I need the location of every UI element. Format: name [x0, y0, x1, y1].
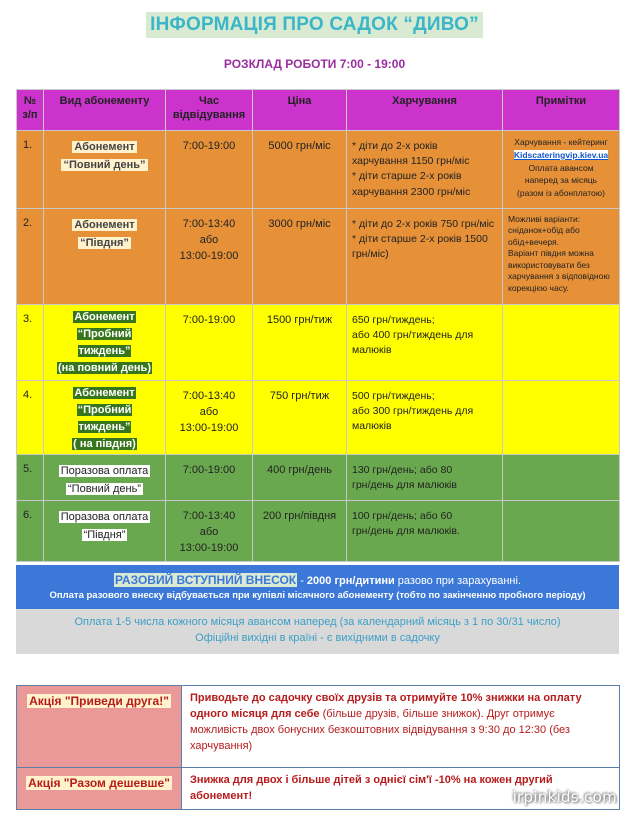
row-number: 1. — [17, 131, 44, 209]
promo-text: Приводьте до садочку своїх друзів та отримуйте 10% знижки на оплату одного місяця для себе (більше друзів, більше знижок). Друг отримує можливість двох бонусних безкоштовних відвідування з 9:30 до 12:30 (без харчування) — [182, 686, 620, 768]
subscription-name: Абонемент “Півдня” — [44, 209, 166, 305]
entry-fee-amount: 2000 грн/дитини — [306, 575, 395, 587]
catering-link[interactable]: Kidscateringvip.kiev.ua — [513, 149, 609, 160]
subscription-name: Поразова оплата “Півдня” — [44, 501, 166, 562]
visit-time: 7:00-19:00 — [166, 305, 253, 381]
col-header-price: Ціна — [253, 90, 347, 131]
food-info: 100 грн/день; або 60 грн/день для малюків. — [347, 501, 503, 562]
page-title: ІНФОРМАЦІЯ ПРО САДОК “ДИВО” — [146, 12, 483, 38]
price: 1500 грн/тиж — [253, 305, 347, 381]
row-number: 2. — [17, 209, 44, 305]
table-row — [17, 209, 620, 305]
notes — [503, 455, 620, 501]
food-info: * діти до 2-х років 750 грн/міс * діти старше 2-х років 1500 грн/міс) — [347, 209, 503, 305]
promo-row — [17, 686, 620, 768]
table-row — [17, 455, 620, 501]
row-number: 6. — [17, 501, 44, 562]
entry-fee-highlight: РАЗОВИЙ ВСТУПНИЙ ВНЕСОК — [114, 573, 297, 587]
holidays-note: Офіційні вихідні в країні - є вихідними в садочку — [195, 631, 440, 644]
subscription-name: Абонемент “Пробний тиждень” (на повний день) — [44, 305, 166, 381]
table-row — [17, 501, 620, 562]
working-hours: РОЗКЛАД РОБОТИ 7:00 - 19:00 — [223, 57, 406, 71]
table-header-row — [17, 90, 620, 131]
visit-time: 7:00-19:00 — [166, 131, 253, 209]
col-header-food: Харчування — [347, 90, 503, 131]
visit-time: 7:00-19:00 — [166, 455, 253, 501]
promo-text: Знижка для двох і більше дітей з однієї сім'ї -10% на кожен другий абонемент! — [182, 768, 620, 810]
price: 750 грн/тиж — [253, 381, 347, 455]
site-watermark: irpinkids.com — [512, 788, 617, 806]
table-row — [17, 305, 620, 381]
row-number: 4. — [17, 381, 44, 455]
subscription-name: Поразова оплата “Повний день” — [44, 455, 166, 501]
notes — [503, 381, 620, 455]
food-info: 130 грн/день; або 80 грн/день для малюків — [347, 455, 503, 501]
entry-fee-note: Оплата разового внеску відбувається при купівлі місячного абонементу (тобто по закінченню пробного періоду) — [49, 590, 586, 602]
entry-fee-band — [16, 565, 619, 609]
title-wrap — [0, 12, 629, 38]
promo-title-cell — [17, 768, 182, 810]
notes: Харчування - кейтеринг Kidscateringvip.kiev.ua Оплата авансом наперед за місяць (разом із абонплатою) — [503, 131, 620, 209]
table-row — [17, 131, 620, 209]
col-header-num: № з/п — [17, 90, 44, 131]
price: 400 грн/день — [253, 455, 347, 501]
visit-time: 7:00-13:40 або 13:00-19:00 — [166, 209, 253, 305]
promo-title: Акція "Приведи друга!" — [29, 694, 169, 708]
promo-title-cell — [17, 686, 182, 768]
col-header-notes: Примітки — [503, 90, 620, 131]
pricing-table — [16, 89, 620, 562]
price: 3000 грн/міс — [253, 209, 347, 305]
subscription-name: Абонемент “Пробний тиждень” ( на півдня) — [44, 381, 166, 455]
entry-fee-line: РАЗОВИЙ ВСТУПНИЙ ВНЕСОК - 2000 грн/дитини разово при зарахуванні. — [114, 573, 522, 587]
subscription-name: Абонемент “Повний день” — [44, 131, 166, 209]
food-info: * діти до 2-х років харчування 1150 грн/міс * діти старше 2-х років харчування 2300 грн/міс — [347, 131, 503, 209]
row-number: 3. — [17, 305, 44, 381]
notes: Можливі варіанти: сніданок+обід або обід+вечеря. Варіант півдня можна використовувати без харчування з відповідною корекцією часу. — [503, 209, 620, 305]
visit-time: 7:00-13:40 або 13:00-19:00 — [166, 501, 253, 562]
col-header-type: Вид абонементу — [44, 90, 166, 131]
payment-terms: Оплата 1-5 числа кожного місяця авансом наперед (за календарний місяць з 1 по 30/31 число) — [74, 616, 561, 628]
food-info: 650 грн/тиждень; або 400 грн/тиждень для малюків — [347, 305, 503, 381]
promo-title: Акція "Разом дешевше" — [28, 776, 170, 790]
visit-time: 7:00-13:40 або 13:00-19:00 — [166, 381, 253, 455]
table-row — [17, 381, 620, 455]
price: 200 грн/півдня — [253, 501, 347, 562]
payment-info-band — [16, 609, 619, 654]
price: 5000 грн/міс — [253, 131, 347, 209]
notes — [503, 501, 620, 562]
food-info: 500 грн/тиждень; або 300 грн/тиждень для малюків — [347, 381, 503, 455]
col-header-time: Час відвідування — [166, 90, 253, 131]
notes — [503, 305, 620, 381]
row-number: 5. — [17, 455, 44, 501]
